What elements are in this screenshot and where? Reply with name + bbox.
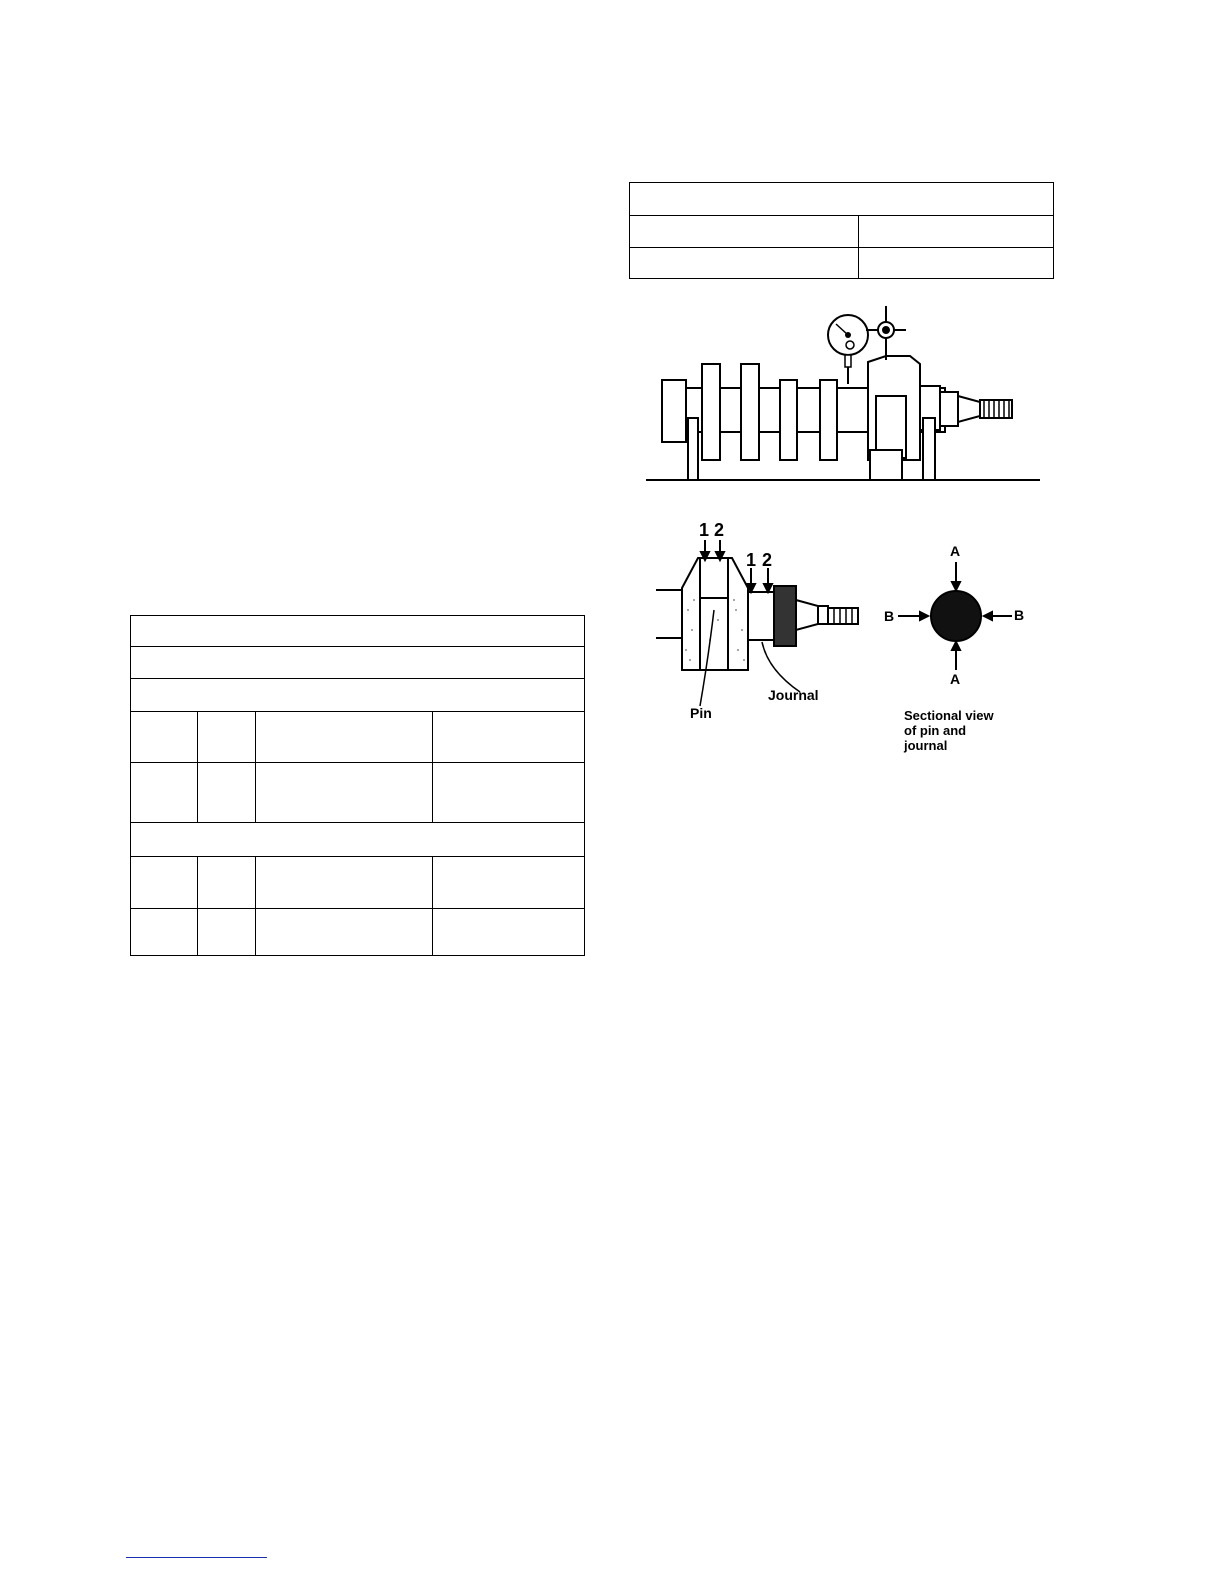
journal-marker-2: 2 <box>762 550 773 570</box>
sectional-caption-line3: journal <box>904 738 948 753</box>
table-cell <box>630 216 859 248</box>
dial-gauge-icon <box>828 315 868 384</box>
spec-table-left <box>130 615 585 956</box>
table-row <box>131 763 585 823</box>
table-cell <box>630 248 859 279</box>
table-cell <box>131 857 198 909</box>
table-cell <box>198 857 256 909</box>
table-cell <box>256 909 433 956</box>
table-row <box>131 857 585 909</box>
axis-a-bottom: A <box>950 671 961 687</box>
table-cell <box>131 909 198 956</box>
table-cell <box>630 183 1054 216</box>
table-cell <box>131 616 585 647</box>
table-cell <box>131 679 585 712</box>
table-cell <box>256 712 433 763</box>
crankshaft-runout-figure <box>640 300 1050 490</box>
footer-rule <box>126 1557 267 1558</box>
table-cell <box>859 248 1054 279</box>
table-cell <box>131 712 198 763</box>
table-row <box>131 712 585 763</box>
table-cell <box>198 909 256 956</box>
table-row <box>630 183 1054 216</box>
table-row <box>630 216 1054 248</box>
table-row <box>131 647 585 679</box>
table-row <box>131 679 585 712</box>
axis-a-top: A <box>950 543 961 559</box>
table-cell <box>256 857 433 909</box>
table-cell <box>131 763 198 823</box>
table-cell <box>433 712 585 763</box>
table-cell <box>131 823 585 857</box>
pin-label: Pin <box>690 705 712 721</box>
table-row <box>131 909 585 956</box>
table-cell <box>433 763 585 823</box>
table-cell <box>131 647 585 679</box>
axis-b-left: B <box>884 608 895 624</box>
table-cell <box>859 216 1054 248</box>
table-row <box>630 248 1054 279</box>
table-row <box>131 616 585 647</box>
table-cell <box>433 857 585 909</box>
table-cell <box>198 712 256 763</box>
spec-table-right <box>629 182 1054 279</box>
sectional-view-circle <box>898 562 1012 670</box>
pin-journal-figure <box>650 510 1070 770</box>
journal-label: Journal <box>768 687 819 703</box>
table-cell <box>256 763 433 823</box>
sectional-caption-line2: of pin and <box>904 723 967 738</box>
pin-marker-1: 1 <box>699 520 710 540</box>
axis-b-right: B <box>1014 607 1025 623</box>
sectional-caption-line1: Sectional view <box>904 708 994 723</box>
table-cell <box>433 909 585 956</box>
table-cell <box>198 763 256 823</box>
pin-marker-2: 2 <box>714 520 725 540</box>
table-row <box>131 823 585 857</box>
journal-marker-1: 1 <box>746 550 757 570</box>
